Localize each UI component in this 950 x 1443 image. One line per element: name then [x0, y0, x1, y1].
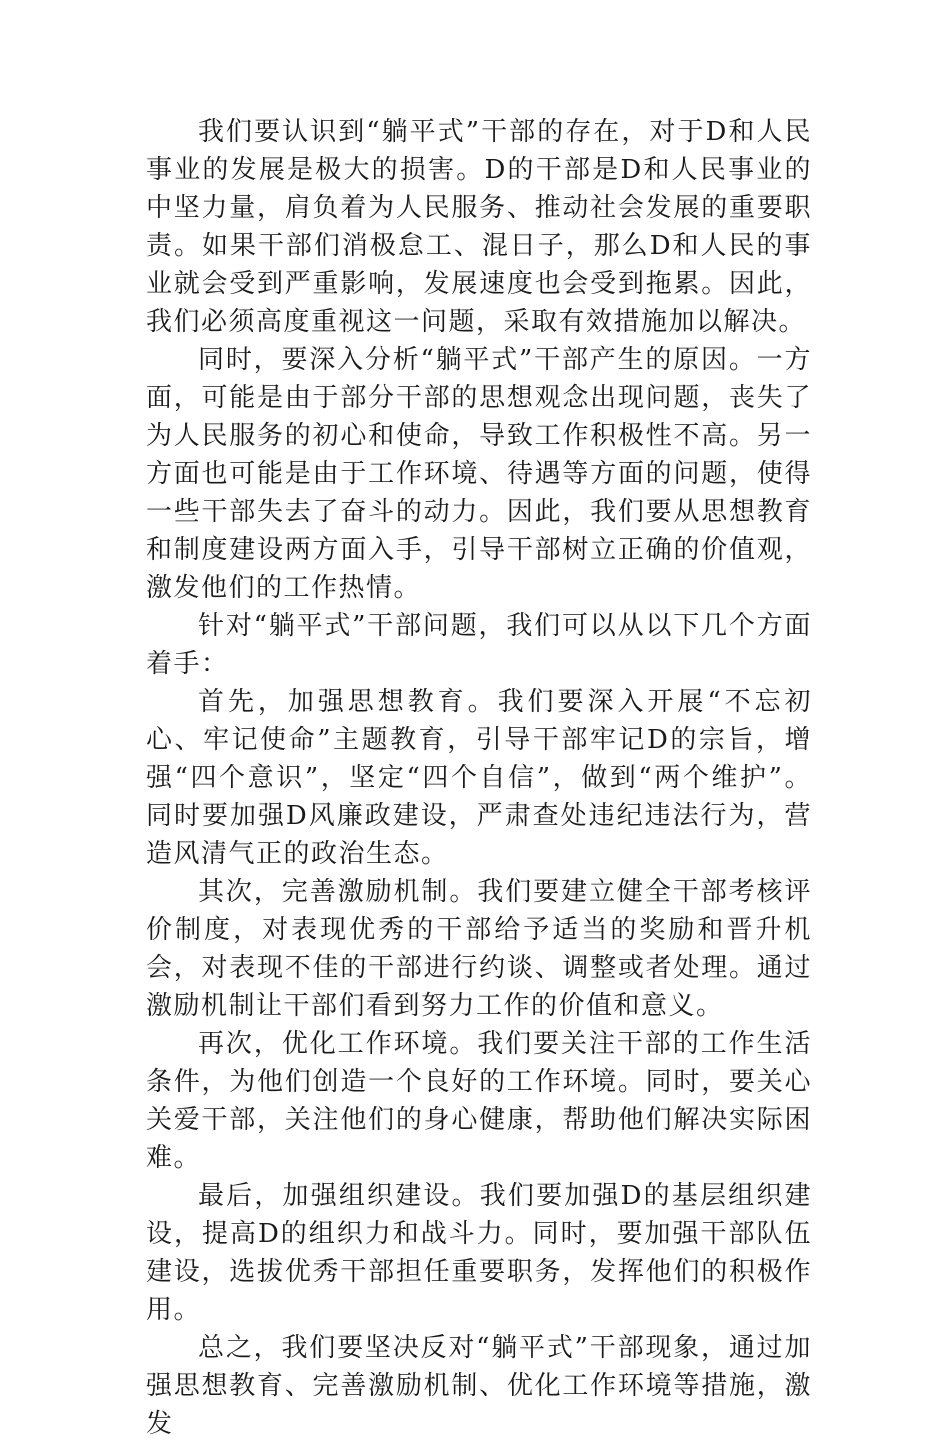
- paragraph-8: 总之，我们要坚决反对“躺平式”干部现象，通过加强思想教育、完善激励机制、优化工作环境等措施，激发: [146, 1333, 812, 1439]
- paragraph-5: 其次，完善激励机制。我们要建立健全干部考核评价制度，对表现优秀的干部给予适当的奖励和晋升机会，对表现不佳的干部进行约谈、调整或者处理。通过激励机制让干部们看到努力工作的价值和意义。: [146, 877, 812, 1021]
- paragraph-1: 我们要认识到“躺平式”干部的存在，对于D和人民事业的发展是极大的损害。D的干部是D和人民事业的中坚力量，肩负着为人民服务、推动社会发展的重要职责。如果干部们消极怠工、混日子，那么D和人民的事业就会受到严重影响，发展速度也会受到拖累。因此，我们必须高度重视这一问题，采取有效措施加以解决。: [146, 117, 812, 337]
- paragraph-2: 同时，要深入分析“躺平式”干部产生的原因。一方面，可能是由于部分干部的思想观念出现问题，丧失了为人民服务的初心和使命，导致工作积极性不高。另一方面也可能是由于工作环境、待遇等方面的问题，使得一些干部失去了奋斗的动力。因此，我们要从思想教育和制度建设两方面入手，引导干部树立正确的价值观，激发他们的工作热情。: [146, 345, 812, 603]
- paragraph-4: 首先，加强思想教育。我们要深入开展“不忘初心、牢记使命”主题教育，引导干部牢记D的宗旨，增强“四个意识”，坚定“四个自信”，做到“两个维护”。同时要加强D风廉政建设，严肃查处违纪违法行为，营造风清气正的政治生态。: [146, 687, 812, 869]
- paragraph-7: 最后，加强组织建设。我们要加强D的基层组织建设，提高D的组织力和战斗力。同时，要加强干部队伍建设，选拔优秀干部担任重要职务，发挥他们的积极作用。: [146, 1181, 812, 1325]
- paragraph-6: 再次，优化工作环境。我们要关注干部的工作生活条件，为他们创造一个良好的工作环境。同时，要关心关爱干部，关注他们的身心健康，帮助他们解决实际困难。: [146, 1029, 812, 1173]
- document-body: [146, 113, 812, 1443]
- paragraph-3: 针对“躺平式”干部问题，我们可以从以下几个方面着手：: [146, 611, 812, 679]
